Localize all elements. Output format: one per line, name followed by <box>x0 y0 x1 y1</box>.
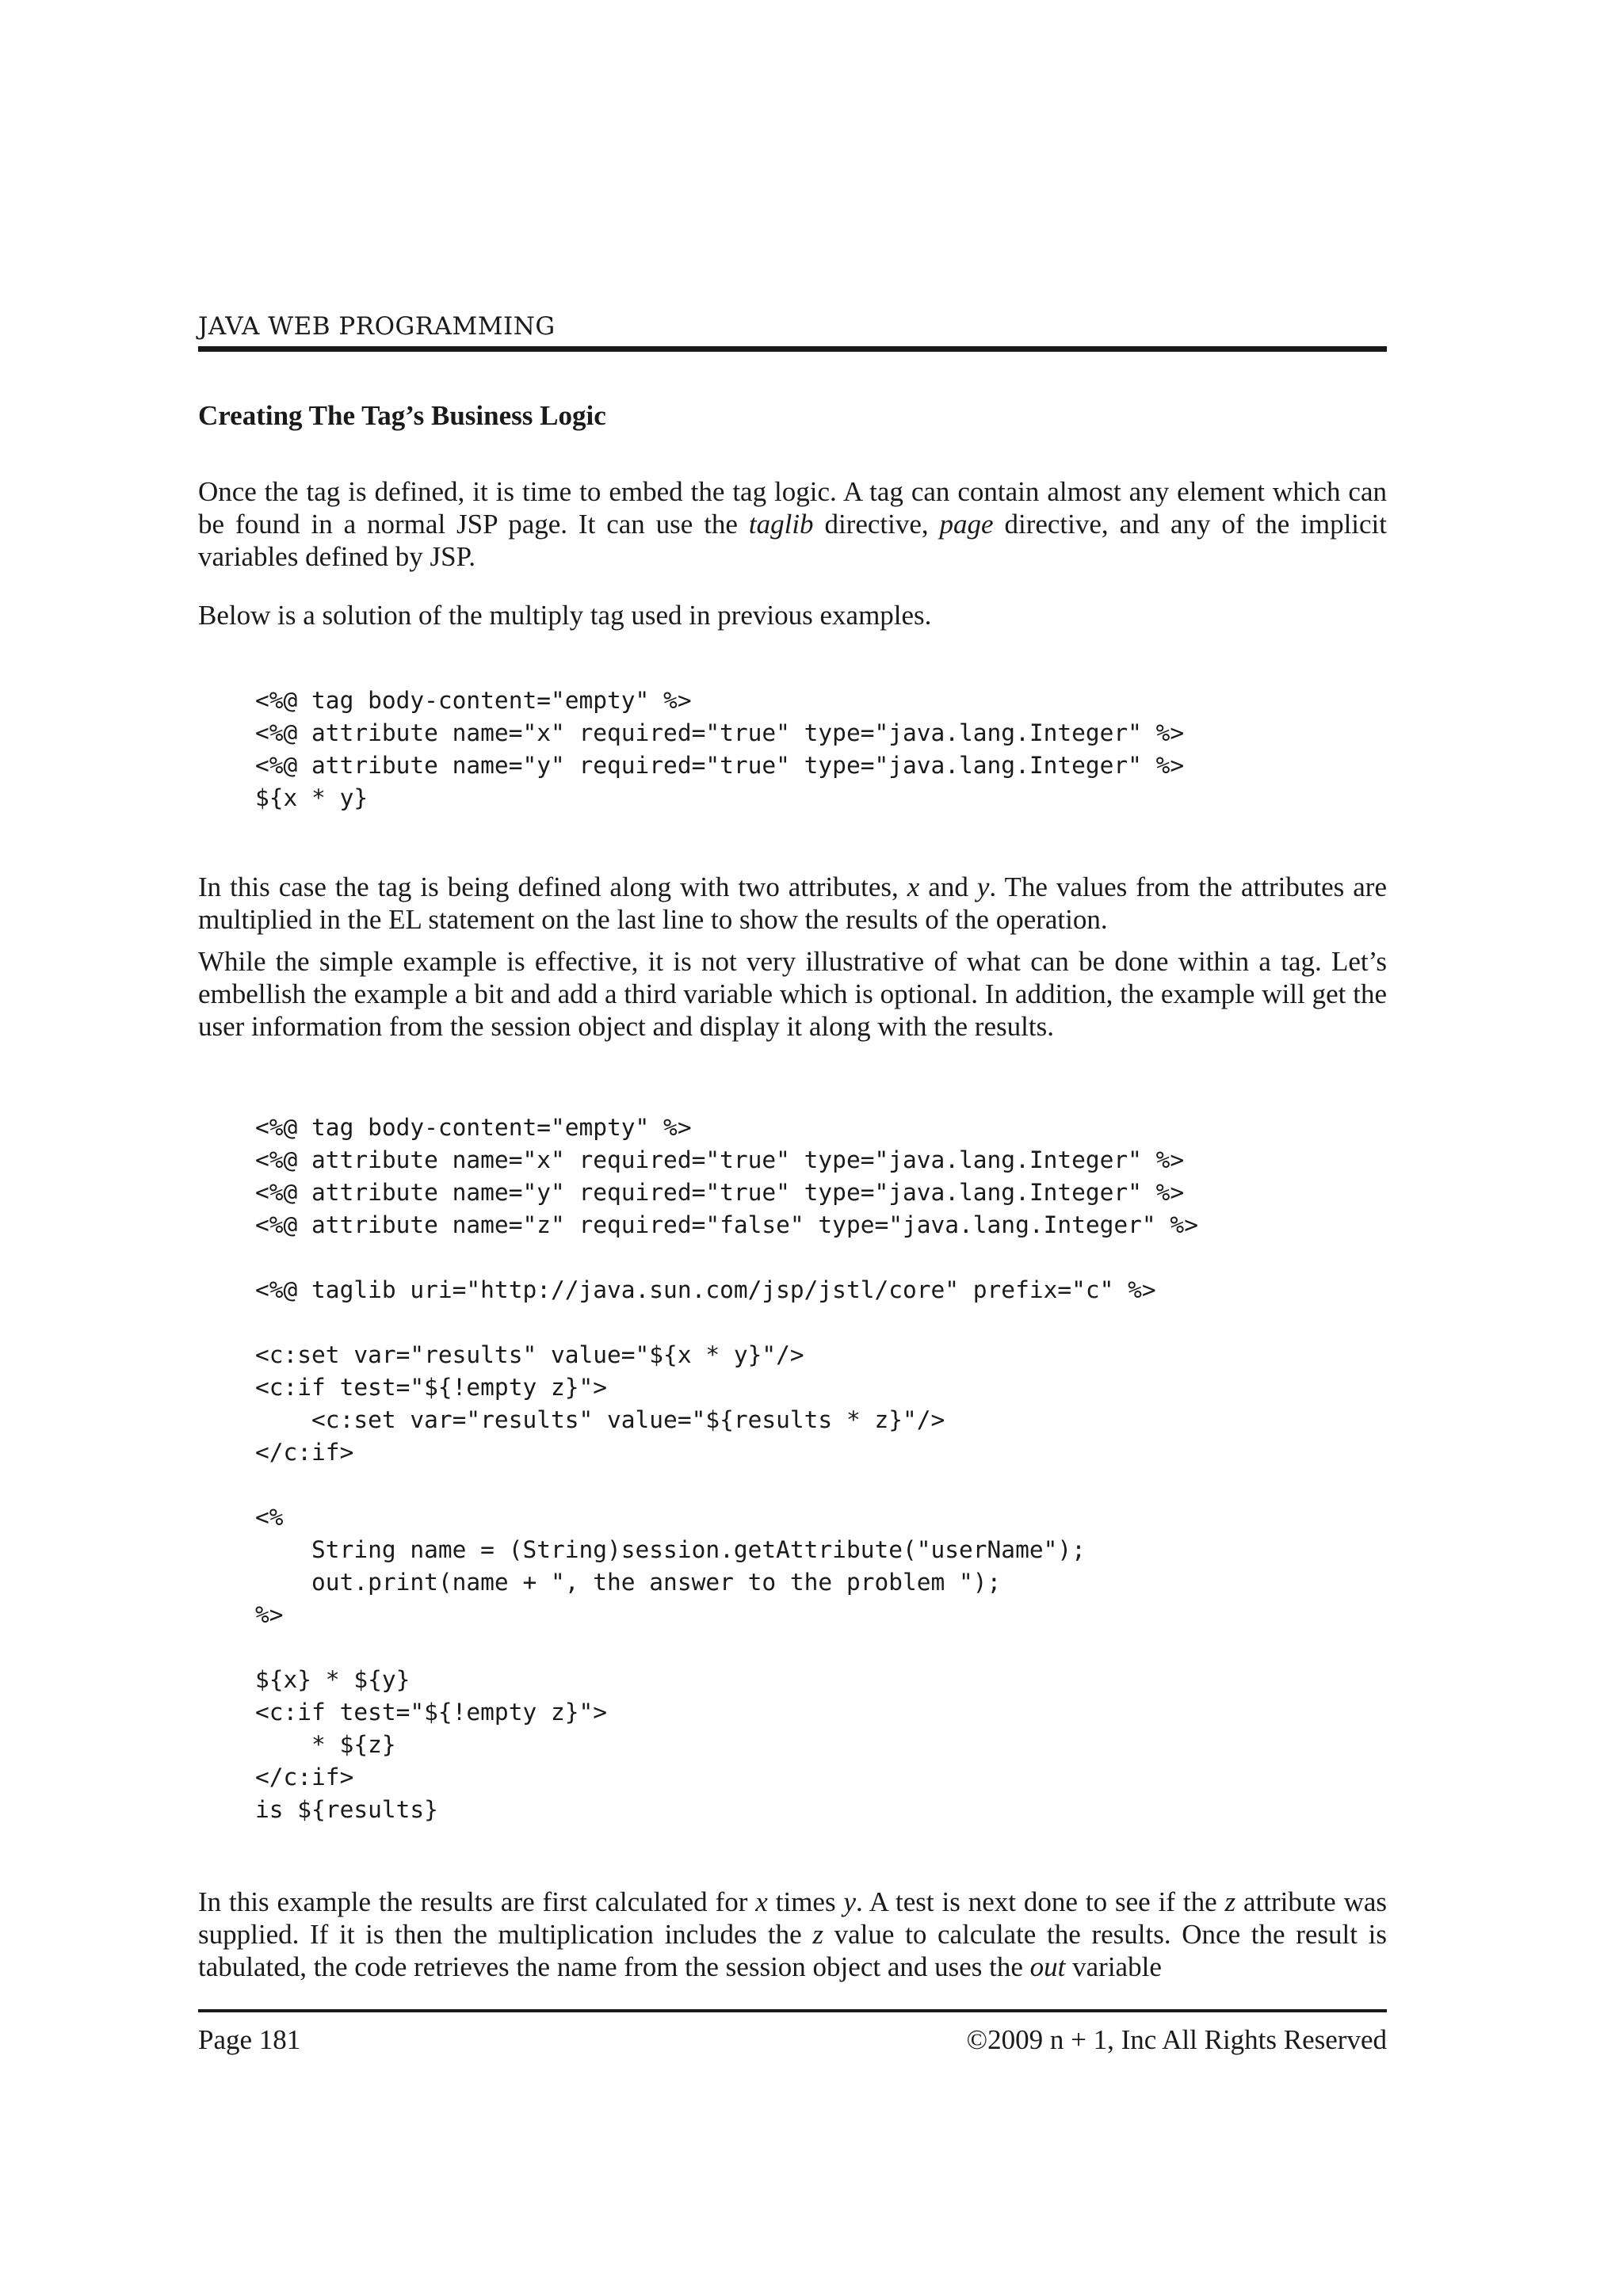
paragraph-solution-intro: Below is a solution of the multiply tag used in previous examples. <box>198 600 932 631</box>
document-page <box>198 0 1387 2296</box>
emphasis-x: x <box>907 871 920 902</box>
paragraph-example-explanation: In this example the results are first calculated for x times y. A test is next done to see if the z attribute was supplied. If it is then the multiplication includes the z value to calculate the results. Once the result is tabulated, the code retrieves the name from the session object and uses the out variable <box>198 1886 1387 1982</box>
emphasis-y: y <box>976 871 990 902</box>
emphasis-taglib: taglib <box>748 509 814 540</box>
code-block-extended-tag: <%@ tag body-content="empty" %> <%@ attribute name="x" required="true" type="java.lang.Integer" %> <%@ attribute name="y" required="true" type="java.lang.Integer" %> <%@ attribute name="z" required="false" type="java.lang.Integer" %> <%@ taglib uri="http://java.sun.com/jsp/jstl/core" prefix="c" %> <c:set var="results" value="${x * y}"/> <c:if test="${!empty z}"> <c:set var="results" value="${results * z}"/> </c:if> <% String name = (String)session.getAttribute("userName"); out.print(name + ", the answer to the problem "); %> ${x} * ${y} <c:if test="${!empty z}"> * ${z} </c:if> is ${results} <box>255 1114 1198 1823</box>
footer-rule <box>198 2009 1387 2012</box>
running-header: JAVA WEB PROGRAMMING <box>198 312 556 341</box>
page-number: Page 181 <box>198 2024 301 2055</box>
emphasis-page: page <box>939 509 994 540</box>
paragraph-embellish: While the simple example is effective, it is not very illustrative of what can be done within a tag. Let’s embellish the example a bit and add a third variable which is optional. In addition, the example will get the user information from the session object and display it along with the results. <box>198 946 1387 1042</box>
emphasis-z: z <box>1224 1886 1236 1917</box>
header-rule <box>198 346 1387 352</box>
paragraph-attributes-explanation: In this case the tag is being defined along with two attributes, x and y. The values from the attributes are multiplied in the EL statement on the last line to show the results of the operation. <box>198 871 1387 935</box>
emphasis-x: x <box>755 1886 768 1917</box>
emphasis-out: out <box>1029 1951 1066 1982</box>
code-block-simple-tag: <%@ tag body-content="empty" %> <%@ attribute name="x" required="true" type="java.lang.Integer" %> <%@ attribute name="y" required="true" type="java.lang.Integer" %> ${x * y} <box>255 687 1185 811</box>
paragraph-intro: Once the tag is defined, it is time to embed the tag logic. A tag can contain almost any element which can be found in a normal JSP page. It can use the taglib directive, page directive, and any of the implicit variables defined by JSP. <box>198 476 1388 572</box>
section-heading: Creating The Tag’s Business Logic <box>198 400 606 431</box>
emphasis-y: y <box>843 1886 857 1917</box>
copyright-notice: ©2009 n + 1, Inc All Rights Reserved <box>966 2024 1387 2055</box>
emphasis-z: z <box>812 1919 823 1950</box>
